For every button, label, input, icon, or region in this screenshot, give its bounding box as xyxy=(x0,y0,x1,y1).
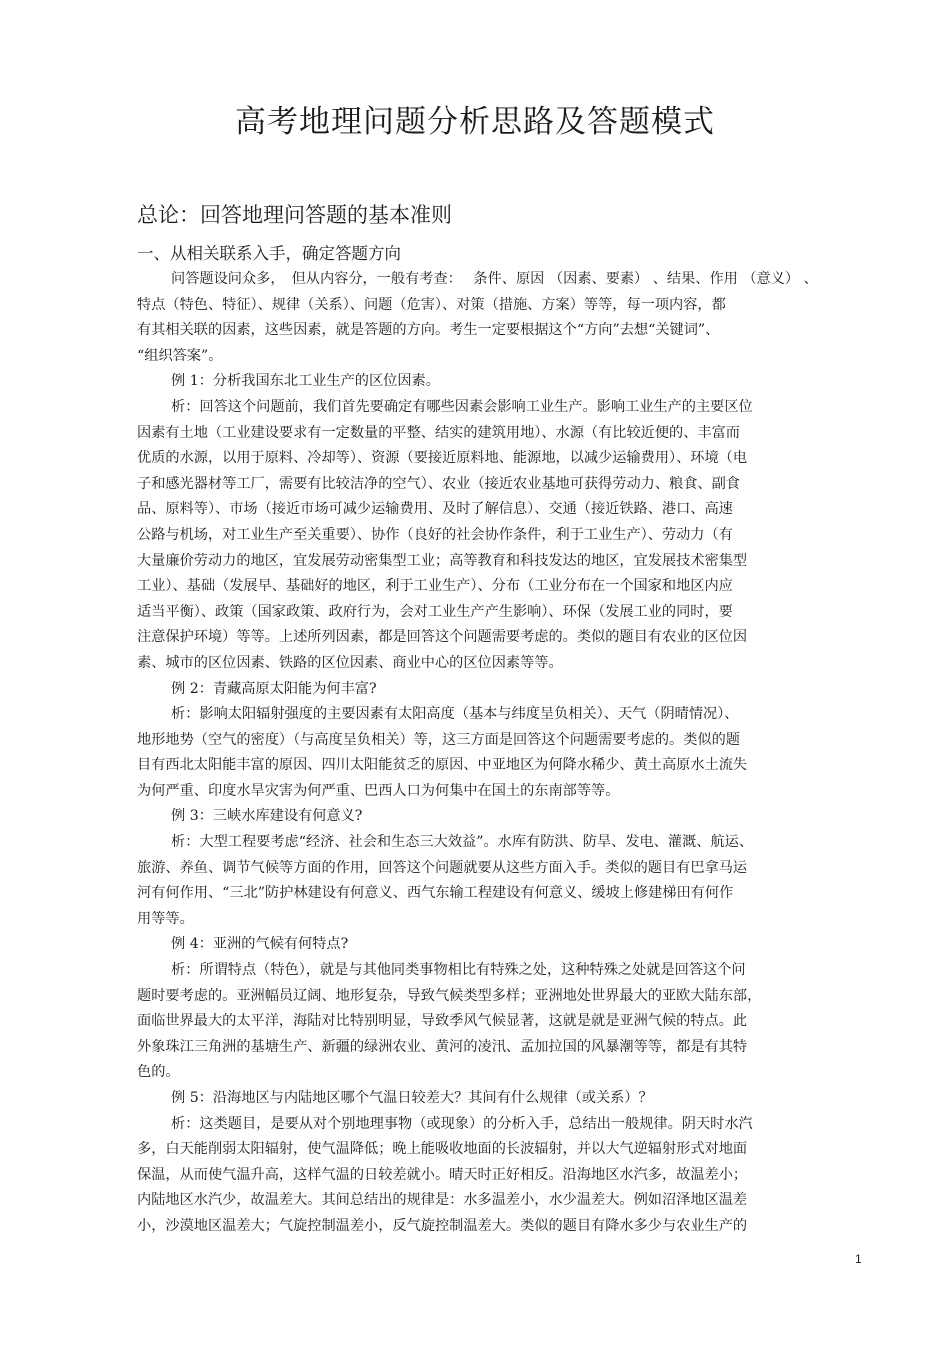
text-line: 例 4：亚洲的气候有何特点? xyxy=(171,936,349,953)
document-title: 高考地理问题分析思路及答题模式 xyxy=(235,104,715,140)
text-line: 特点（特色、特征）、规律（关系）、问题（危害）、对策（措施、方案）等等，每一项内容，都 xyxy=(137,296,726,313)
text-line: 析：回答这个问题前，我们首先要确定有哪些因素会影响工业生产。影响工业生产的主要区位 xyxy=(171,398,753,415)
text-line: 析：大型工程要考虑“经济、社会和生态三大效益”。水库有防洪、防旱、发电、灌溉、航运、 xyxy=(171,834,754,851)
text-line: 品、原料等）、市场（接近市场可减少运输费用、及时了解信息）、交通（接近铁路、港口、高速 xyxy=(137,501,733,518)
text-line: 析：所谓特点（特色），就是与其他同类事物相比有特殊之处，这种特殊之处就是回答这个问 xyxy=(171,962,746,979)
text-line: 内陆地区水汽少，故温差大。其间总结出的规律是：水多温差小，水少温差大。例如沼泽地区温差 xyxy=(137,1192,748,1209)
text-line: 地形地势（空气的密度）（与高度呈负相关）等，这三方面是回答这个问题需要考虑的。类似的题 xyxy=(137,731,740,748)
text-line: 题时要考虑的。亚洲幅员辽阔、地形复杂，导致气候类型多样；亚洲地处世界最大的亚欧大陆东部， xyxy=(137,987,762,1004)
text-line: 小，沙漠地区温差大；气旋控制温差小，反气旋控制温差大。类似的题目有降水多少与农业生产的 xyxy=(137,1217,748,1234)
text-line: 外象珠江三角洲的基塘生产、新疆的绿洲农业、黄河的凌汛、孟加拉国的风暴潮等等，都是有其特 xyxy=(137,1038,748,1055)
text-line: 素、城市的区位因素、铁路的区位因素、商业中心的区位因素等等。 xyxy=(137,654,563,671)
text-line: 析：这类题目，是要从对个别地理事物（或现象）的分析入手，总结出一般规律。阴天时水汽 xyxy=(171,1115,753,1132)
text-line: 面临世界最大的太平洋，海陆对比特别明显，导致季风气候显著，这就是就是亚洲气候的特点。此 xyxy=(137,1013,748,1030)
text-line: 多，白天能削弱太阳辐射，使气温降低；晚上能吸收地面的长波辐射，并以大气逆辐射形式对地面 xyxy=(137,1141,748,1158)
text-line: 例 3：三峡水库建设有何意义? xyxy=(171,808,363,825)
text-line: 问答题设问众多， 但从内容分，一般有考查： 条件、原因 （因素、要素） 、结果、作用 （意义） 、 xyxy=(171,271,818,287)
text-line: 工业）、基础（发展早、基础好的地区，利于工业生产）、分布（工业分布在一个国家和地区内应 xyxy=(137,578,733,595)
text-line: 例 1：分析我国东北工业生产的区位因素。 xyxy=(171,373,440,390)
text-line: 目有西北太阳能丰富的原因、四川太阳能贫乏的原因、中亚地区为何降水稀少、黄土高原水土流失 xyxy=(137,757,748,774)
text-line: 旅游、养鱼、调节气候等方面的作用，回答这个问题就要从这些方面入手。类似的题目有巴拿马运 xyxy=(137,859,748,876)
text-line: 例 5：沿海地区与内陆地区哪个气温日较差大？其间有什么规律（或关系）？ xyxy=(171,1090,653,1106)
subsection-heading: 一、从相关联系入手，确定答题方向 xyxy=(137,244,401,263)
section-heading: 总论：回答地理问答题的基本准则 xyxy=(137,203,452,227)
text-line: 注意保护环境）等等。上述所列因素，都是回答这个问题需要考虑的。类似的题目有农业的区位因 xyxy=(137,629,748,646)
text-line: 子和感光器材等工厂，需要有比较洁净的空气）、农业（接近农业基地可获得劳动力、粮食、副食 xyxy=(137,475,740,492)
text-line: 公路与机场，对工业生产至关重要）、协作（良好的社会协作条件，利于工业生产）、劳动力（有 xyxy=(137,526,733,543)
text-line: 保温，从而使气温升高，这样气温的日较差就小。晴天时正好相反。沿海地区水汽多，故温差小； xyxy=(137,1166,748,1183)
text-line: 优质的水源，以用于原料、冷却等）、资源（要接近原料地、能源地，以减少运输费用）、环境（电 xyxy=(137,450,748,467)
text-line: 适当平衡）、政策（国家政策、政府行为，会对工业生产产生影响）、环保（发展工业的同时，要 xyxy=(137,603,733,620)
text-line: 色的。 xyxy=(137,1064,180,1081)
page-number: 1 xyxy=(855,1252,862,1266)
text-line: 析：影响太阳辐射强度的主要因素有太阳高度（基本与纬度呈负相关）、天气（阴晴情况）、 xyxy=(171,706,739,723)
document-body xyxy=(137,267,867,1240)
text-line: 河有何作用、“三北”防护林建设有何意义、西气东输工程建设有何意义、缓坡上修建梯田有何作 xyxy=(137,885,734,902)
text-line: 为何严重、印度水旱灾害为何严重、巴西人口为何集中在国土的东南部等等。 xyxy=(137,782,620,799)
text-line: 用等等。 xyxy=(137,910,194,927)
text-line: 有其相关联的因素，这些因素，就是答题的方向。考生一定要根据这个“方向”去想“关键词”、 xyxy=(137,322,720,339)
text-line: 例 2：青藏高原太阳能为何丰富? xyxy=(171,680,377,697)
text-line: 因素有土地（工业建设要求有一定数量的平整、结实的建筑用地）、水源（有比较近便的、丰富而 xyxy=(137,424,740,441)
text-line: 大量廉价劳动力的地区，宜发展劳动密集型工业；高等教育和科技发达的地区，宜发展技术密集型 xyxy=(137,552,748,569)
text-line: “组织答案”。 xyxy=(137,347,223,364)
